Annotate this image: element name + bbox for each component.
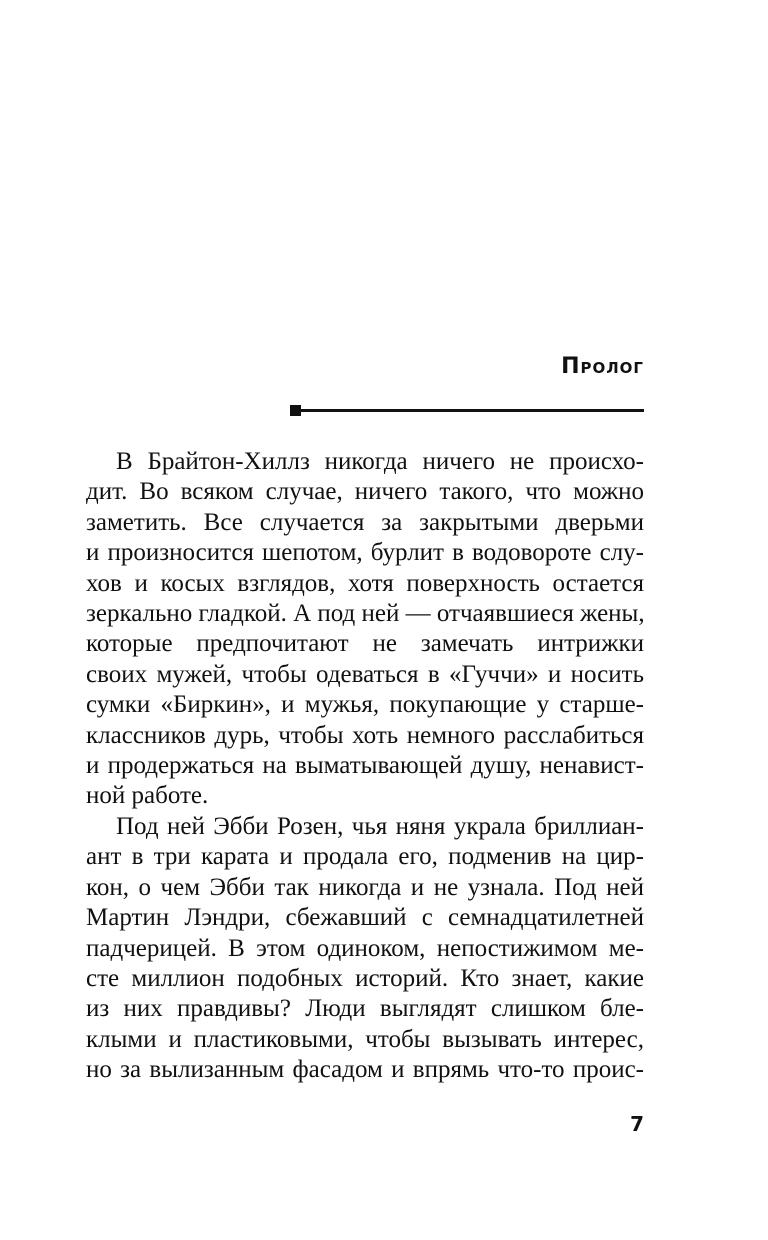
text-line: и продержаться на выматывающей душу, ненавист-: [86, 752, 644, 780]
text-line: из них правдивы? Люди выглядят слишком бле-: [86, 995, 644, 1023]
text-line: ант в три карата и продала его, подменив на цир-: [86, 843, 644, 871]
paragraph-1: [86, 447, 644, 812]
text-line: зеркально гладкой. А под ней — отчаявшиеся жены,: [86, 600, 645, 628]
text-line: дит. Во всяком случае, ничего такого, что можно: [86, 478, 644, 506]
text-line: хов и косых взглядов, хотя поверхность остается: [86, 569, 644, 597]
text-line: Мартин Лэндри, сбежавший с семнадцатилетней: [86, 904, 644, 932]
text-line: В Брайтон-Хиллз никогда ничего не происхо-: [116, 448, 644, 475]
text-line: которые предпочитают не замечать интрижки: [86, 630, 644, 658]
chapter-title: Пролог: [561, 354, 644, 379]
text-line: кон, о чем Эбби так никогда и не узнала. Под ней: [86, 873, 644, 901]
text-line: Под ней Эбби Розен, чья няня украла бриллиан-: [116, 812, 644, 840]
text-line: сумки «Биркин», и мужья, покупающие у старше-: [86, 691, 644, 719]
text-line: своих мужей, чтобы одеваться в «Гуччи» и носить: [86, 660, 644, 688]
text-line: заметить. Все случается за закрытыми дверьми: [86, 508, 644, 536]
text-line: сте миллион подобных историй. Кто знает, какие: [86, 964, 644, 992]
text-line: клыми и пластиковыми, чтобы вызывать интерес,: [86, 1025, 644, 1053]
title-divider: [290, 403, 644, 418]
text-line: падчерицей. В этом одиноком, непостижимом ме-: [86, 934, 644, 962]
text-line: классников дурь, чтобы хоть немного расслабиться: [86, 721, 644, 749]
page-number: 7: [630, 1112, 644, 1136]
divider-line: [300, 409, 644, 412]
text-line: но за вылизанным фасадом и впрямь что-то проис-: [86, 1056, 644, 1084]
paragraph-2: [86, 812, 644, 1086]
body-text: [86, 447, 644, 1086]
text-line: ной работе.: [86, 782, 209, 810]
text-line: и произносится шепотом, бурлит в водовороте слу-: [86, 539, 644, 567]
